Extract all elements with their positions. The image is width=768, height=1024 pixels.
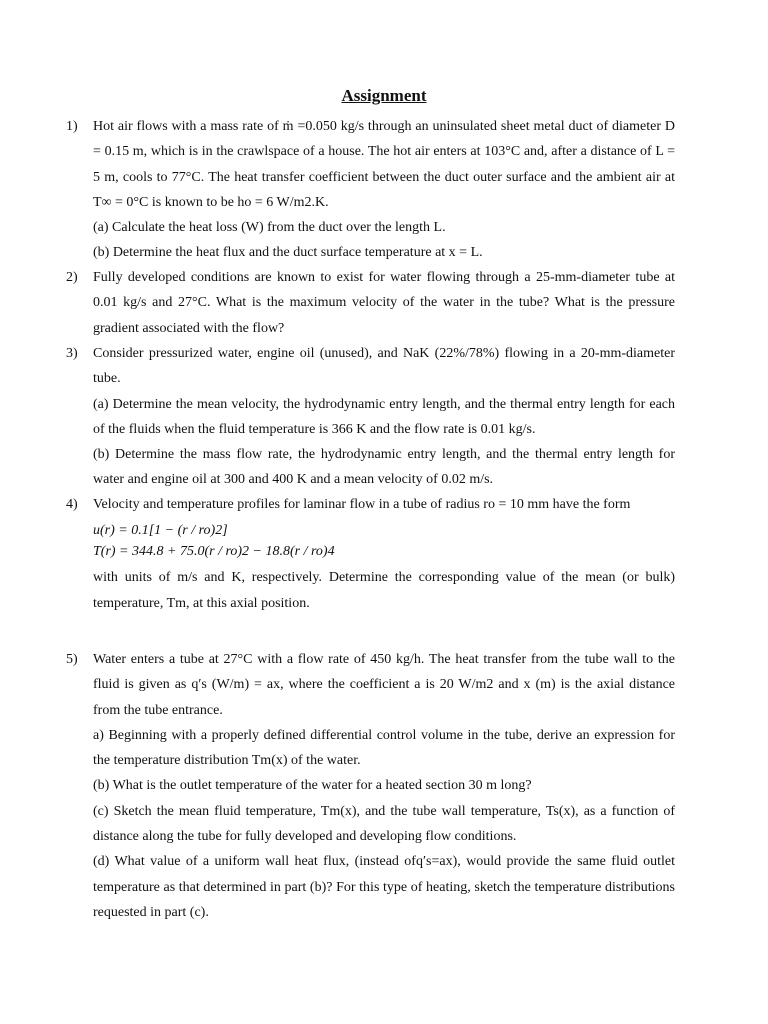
document-title: Assignment (341, 86, 427, 105)
problem-number: 2) (66, 270, 78, 285)
problem-text: Consider pressurized water, engine oil (unused), and NaK (22%/78%) flowing in a 20-mm-diameter tube. (93, 346, 675, 387)
problem-part: (a) Calculate the heat loss (W) from the duct over the length L. (93, 220, 446, 236)
problem-1 (66, 114, 675, 266)
problem-number: 3) (66, 346, 78, 361)
problem-part: (b) What is the outlet temperature of the water for a heated section 30 m long? (93, 778, 532, 794)
problem-text: Hot air flows with a mass rate of ṁ =0.050 kg/s through an uninsulated sheet metal duct of diameter D = 0.15 m, which is in the crawlspace of a house. The hot air enters at 103°C and, after a distance of L = 5 m, cools to 77°C. The heat transfer coefficient between the duct outer surface and the ambient air at T∞ = 0°C is known to be ho = 6 W/m2.K. (93, 119, 675, 210)
problem-number: 1) (66, 119, 78, 134)
problem-text: Water enters a tube at 27°C with a flow rate of 450 kg/h. The heat transfer from the tube wall to the fluid is given as q′s (W/m) = ax, where the coefficient a is 20 W/m2 and x (m) is the axial distance from the tube entrance. (93, 652, 675, 718)
problem-number: 4) (66, 497, 78, 512)
problem-part: (a) Determine the mean velocity, the hydrodynamic entry length, and the thermal entry length for each of the fluids when the fluid temperature is 366 K and the flow rate is 0.01 kg/s. (93, 396, 675, 437)
problem-3 (66, 341, 675, 493)
problem-number: 5) (66, 652, 78, 667)
problem-text: Velocity and temperature profiles for laminar flow in a tube of radius ro = 10 mm have the form (93, 497, 631, 512)
problem-2 (66, 265, 675, 341)
problem-text: with units of m/s and K, respectively. Determine the corresponding value of the mean (or bulk) temperature, Tm, at this axial position. (93, 570, 675, 611)
problem-4 (66, 492, 675, 616)
problem-part: (b) Determine the heat flux and the duct surface temperature at x = L. (93, 245, 483, 261)
problem-part: a) Beginning with a properly defined differential control volume in the tube, derive an expression for the temperature distribution Tm(x) of the water. (93, 727, 675, 769)
problem-part: (d) What value of a uniform wall heat flux, (instead ofq′s=ax), would provide the same fluid outlet temperature as that determined in part (b)? For this type of heating, sketch the temperature distributions requested in part (c). (93, 854, 675, 920)
problem-part: (b) Determine the mass flow rate, the hydrodynamic entry length, and the thermal entry length for water and engine oil at 300 and 400 K and a mean velocity of 0.02 m/s. (93, 447, 675, 488)
problem-5 (66, 647, 675, 925)
temperature-profile-equation: T(r) = 344.8 + 75.0(r / ro)2 − 18.8(r / ro)4 (93, 544, 335, 560)
velocity-profile-equation: u(r) = 0.1[1 − (r / ro)2] (93, 523, 228, 539)
problem-text: Fully developed conditions are known to exist for water flowing through a 25-mm-diameter tube at 0.01 kg/s and 27°C. What is the maximum velocity of the water in the tube? What is the pressure gradient associated with the flow? (93, 270, 675, 336)
problem-part: (c) Sketch the mean fluid temperature, Tm(x), and the tube wall temperature, Ts(x), as a function of distance along the tube for fully developed and developing flow conditions. (93, 803, 675, 845)
